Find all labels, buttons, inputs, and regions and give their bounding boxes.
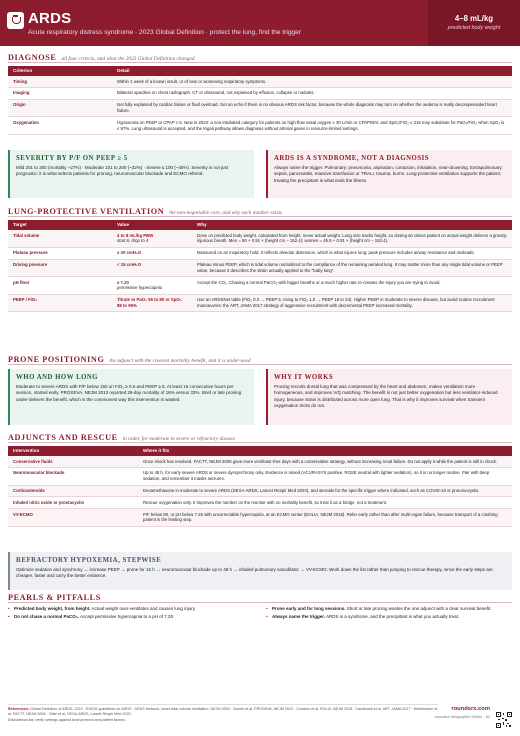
table-row xyxy=(8,99,512,117)
column-header: Why xyxy=(192,220,512,230)
target-cell: PEEP / FiO₂ xyxy=(8,294,112,312)
who-box xyxy=(8,369,254,425)
table-row xyxy=(8,76,512,87)
detail-cell: Within 1 week of a known insult, or of new or worsening respiratory symptoms. xyxy=(112,76,512,87)
refractory-box xyxy=(8,552,512,590)
criterion-cell: Timing xyxy=(8,76,112,87)
pearls-right xyxy=(266,606,511,622)
why-box xyxy=(266,369,512,425)
table-row xyxy=(8,456,512,467)
table-row xyxy=(8,117,512,135)
box-body: Proning recruits dorsal lung that was compressed by the heart and abdomen, makes ventilation more homogeneous, and improves V/Q matching. The benefit is not just better oxygenation but less ventilator-induced injury, because strain is distributed across more open lung. That is why it improves survival when transient oxygenation tricks do not. xyxy=(274,384,498,409)
box-title: REFRACTORY HYPOXEMIA, STEPWISE xyxy=(16,557,162,564)
dose-caption: predicted body weight xyxy=(447,24,501,31)
section-pearls xyxy=(8,592,512,603)
box-title: ARDS IS A SYNDROME, NOT A DIAGNOSIS xyxy=(274,155,430,162)
table-row xyxy=(8,497,512,509)
section-title: PRONE POSITIONING xyxy=(8,355,105,364)
table-row xyxy=(8,247,512,259)
detail-cell: Hypoxemia on PEEP or CPAP ≥ 5. New in 2023: a non-intubated category for patients on high-flow nasal oxygen ≥ 30 L/min or CPAP/NIV, and SpO₂/FiO₂ ≤ 315 may substitute for PaO₂/FiO₂ when SpO₂ is ≤ 97%. Lung ultrasound is accepted, and the Kigali pathway allows diagnosis without arterial gases in resource-limited settings. xyxy=(112,117,512,135)
table-row xyxy=(8,259,512,277)
list-item xyxy=(8,606,253,612)
value-cell xyxy=(112,230,192,247)
value-text: ≤ 30 cmH₂O xyxy=(117,250,142,256)
why-cell: Accept the CO₂. Chasing a normal PaCO₂ with bigger breaths or a much higher rate re-creates the injury you are trying to avoid. xyxy=(192,277,512,295)
section-proning xyxy=(8,354,512,365)
box-title: WHY IT WORKS xyxy=(274,374,334,381)
page-subtitle: Acute respiratory distress syndrome · 2023 Global Definition · protect the lung, find the trigger xyxy=(28,29,302,36)
column-header: Value xyxy=(112,220,192,230)
value-cell xyxy=(112,277,192,295)
detail-cell: Bilateral opacities on chest radiograph, CT or ultrasound, not explained by effusion, collapse or nodules. xyxy=(112,87,512,99)
disclaimer: Educational aid; verify settings against local protocol and patient factors. xyxy=(8,717,126,722)
header-banner xyxy=(0,0,520,46)
value-text: Titrate to PaO₂ 55 to 80 or SpO₂ 88 to 95% xyxy=(117,297,182,309)
table-row xyxy=(8,467,512,485)
target-cell: Driving pressure xyxy=(8,259,112,277)
fit-cell: Dexamethasone in moderate to severe ARDS (DEXA-ARDS, Lancet Respir Med 2020), and steroids for the specific trigger where indicated, such as COVID-19 or pneumocystis. xyxy=(138,485,512,497)
value-text: < 15 cmH₂O xyxy=(117,262,142,268)
detail-cell: Not fully explained by cardiac failure or fluid overload. Get an echo if there is no obvious ARDS risk factor, because the whole diagnosis may turn on whether the oedema is really decompensated heart failure. xyxy=(112,99,512,117)
dose-value: 4–8 mL/kg xyxy=(454,14,494,23)
why-cell: Plateau minus PEEP, which is tidal volume normalized to the compliance of the remaining aerated lung. It may matter more than any single tidal volume or PEEP value, because it describes the strain actually applied to the "baby lung". xyxy=(192,259,512,277)
column-header: Detail xyxy=(112,66,512,76)
value-note: permissive hypercapnia xyxy=(117,285,163,291)
pearl-bold: Predicted body weight, from height. xyxy=(14,606,91,611)
table-row xyxy=(8,277,512,295)
fit-cell: P/F below 80, or pH below 7.25 with uncorrectable hypercapnia, at an ECMO center (EOLIA, NEJM 2018). Refer early rather than after multi-organ failure, because transport of a crashing patient is the limiting step. xyxy=(138,509,512,527)
column-header: Intervention xyxy=(8,446,138,456)
value-cell xyxy=(112,294,192,312)
section-adjuncts xyxy=(8,432,512,443)
series-label: roundsrx Infographic Series · 82 xyxy=(434,713,490,719)
intervention-cell: Neuromuscular blockade xyxy=(8,467,138,485)
target-cell: pH floor xyxy=(8,277,112,295)
why-cell: Use an ARDSNet table (FiO₂ 0.3 → PEEP 5, rising to FiO₂ 1.0 → PEEP 18 to 24). Higher PEEP in moderate to severe disease, but avoid routine recruitment manoeuvres: the ART, JAMA 2017 strategy of aggressive recruitment with decremental PEEP increased mortality. xyxy=(192,294,512,312)
adjuncts-table xyxy=(8,446,512,527)
value-text: 4 to 8 mL/kg PBW xyxy=(117,232,154,238)
why-cell: Measured on an inspiratory hold. It reflects alveolar distension, which is what injures lung; peak pressure includes airway resistance and misleads. xyxy=(192,247,512,259)
section-subtitle: the non-negotiable core, and why each number exists xyxy=(169,210,283,216)
intervention-cell: VV-ECMO xyxy=(8,509,138,527)
target-cell: Plateau pressure xyxy=(8,247,112,259)
references xyxy=(8,704,438,723)
section-subtitle: the adjunct with the clearest mortality benefit, and it is under-used xyxy=(109,358,251,364)
table-row xyxy=(8,230,512,247)
references-label: References: xyxy=(8,707,30,711)
site-link[interactable]: roundsrx.com xyxy=(451,706,490,712)
page-title: ARDS xyxy=(28,10,72,27)
section-ventilation xyxy=(8,206,512,217)
syndrome-box xyxy=(266,150,512,198)
footer-brand xyxy=(435,706,490,719)
ventilation-table xyxy=(8,220,512,312)
column-header: Where it fits xyxy=(138,446,512,456)
fit-cell: Rescue oxygenation only. It improves the number on the monitor with no mortality benefit, so treat it as a bridge, not a treatment. xyxy=(138,497,512,509)
pearl-bold: Prone early and for long sessions. xyxy=(272,606,346,611)
list-item xyxy=(266,606,511,612)
column-header: Target xyxy=(8,220,112,230)
section-title: ADJUNCTS AND RESCUE xyxy=(8,433,118,442)
table-row xyxy=(8,87,512,99)
pearl-text: ARDS is a syndrome, and the precipitant is what you actually treat. xyxy=(325,614,460,620)
box-body: Always name the trigger. Pulmonary: pneumonia, aspiration, contusion, inhalation, near-drowning. Extrapulmonary: sepsis, pancreatitis, massive transfusion or TRALI, trauma, burns. Lung-protective ventilation supports the patient; treating the precipitant is what ends the illness. xyxy=(274,165,503,183)
value-cell xyxy=(112,259,192,277)
section-title: PEARLS & PITFALLS xyxy=(8,593,101,602)
table-row xyxy=(8,509,512,527)
lungs-logo-icon xyxy=(7,12,24,29)
box-title: WHO AND HOW LONG xyxy=(16,374,99,381)
box-body: Moderate to severe ARDS with P/F below 150 on FiO₂ ≥ 0.6 and PEEP ≥ 5. At least 16 consecutive hours per session, started early. PROSEVA, NEJM 2013 reported 28-day mortality of 16% versus 33%. Brief or late proning under-delivers the benefit, which is the commonest way this intervention is wasted. xyxy=(16,384,242,402)
diagnose-table xyxy=(8,66,512,135)
fit-cell: Up to 48 h, for early severe ARDS or severe dyssynchrony only. Evidence is mixed (ACURASYS positive, ROSE neutral with lighter sedation), so it is no longer routine. Pair with deep sedation, and remember it masks seizures. xyxy=(138,467,512,485)
target-cell: Tidal volume xyxy=(8,230,112,247)
value-text: ≥ 7.20 xyxy=(117,279,129,285)
fit-cell: Once shock has resolved. FACTT, NEJM 2006 gave more ventilator-free days with a conservative strategy, without increasing renal failure. Do not apply it while the patient is still in shock. xyxy=(138,456,512,467)
intervention-cell: Corticosteroids xyxy=(8,485,138,497)
intervention-cell: Conservative fluids xyxy=(8,456,138,467)
list-item xyxy=(266,614,511,620)
pearls-left xyxy=(8,606,253,622)
section-title: DIAGNOSE xyxy=(8,53,57,62)
table-row xyxy=(8,485,512,497)
pearl-text: Actual weight over-ventilates and causes lung injury. xyxy=(90,606,196,611)
list-item xyxy=(8,614,253,620)
column-header: Criterion xyxy=(8,66,112,76)
references-text: Global Definition of ARDS, 2023 · ESICM guidelines on ARDS · ARDS Network, lower tidal volume ventilation, NEJM 2000 · Guerin et al, PROSEVA, NEJM 2013 · Combes et al, EOLIA, NEJM 2018 · Cavalcanti et al, ART, JAMA 2017 · Wiedemann et al, FACTT, NEJM 2006 · Villar et al, DEXA-ARDS, Lancet Respir Med 2020. xyxy=(8,707,438,717)
criterion-cell: Imaging xyxy=(8,87,112,99)
box-title: SEVERITY BY P/F ON PEEP ≥ 5 xyxy=(16,155,128,162)
value-note: start 6, drop to 4 xyxy=(117,238,149,244)
severity-box xyxy=(8,150,254,198)
why-cell: Dose on predicted body weight, calculated from height, never actual weight. Lung size tracks height, so dosing an obese patient on actual weight delivers a grossly injurious breath. Men = 50 + 0.91 × (height cm − 152.4); women = 45.5 + 0.91 × (height cm − 152.4). xyxy=(192,230,512,247)
value-cell xyxy=(112,247,192,259)
intervention-cell: Inhaled nitric oxide or prostacyclin xyxy=(8,497,138,509)
criterion-cell: Origin xyxy=(8,99,112,117)
dose-badge xyxy=(428,0,520,46)
section-diagnose xyxy=(8,52,512,63)
qr-code-icon xyxy=(496,712,512,728)
table-row xyxy=(8,294,512,312)
section-title: LUNG-PROTECTIVE VENTILATION xyxy=(8,207,165,216)
box-body: Optimize sedation and synchrony → increase PEEP → prone for 16 h → neuromuscular blockade up to 48 h → inhaled pulmonary vasodilator → VV-ECMO. Work down the list rather than jumping to rescue therapy, since the early steps are cheaper, faster and carry the better evidence. xyxy=(16,567,493,579)
pearl-bold: Do not chase a normal PaCO₂. xyxy=(14,614,80,620)
section-subtitle: all four criteria, and what the 2023 Global Definition changed xyxy=(61,56,195,62)
section-subtitle: in order, for moderate to severe or refractory disease xyxy=(122,436,235,442)
criterion-cell: Oxygenation xyxy=(8,117,112,135)
pearl-bold: Always name the trigger. xyxy=(272,614,326,620)
pearl-text: Accept permissive hypercapnia to a pH of 7.20. xyxy=(79,614,175,620)
box-body: Mild 201 to 300 (mortality ~27%) · Moderate 101 to 200 (~32%) · Severe ≤ 100 (~45%). Severity is not just prognostic: it is what selects patients for proning, neuromuscular blockade and ECMO referral. xyxy=(16,165,228,177)
pearl-text: Short or late proning wastes the one adjunct with a clear survival benefit. xyxy=(345,606,492,611)
